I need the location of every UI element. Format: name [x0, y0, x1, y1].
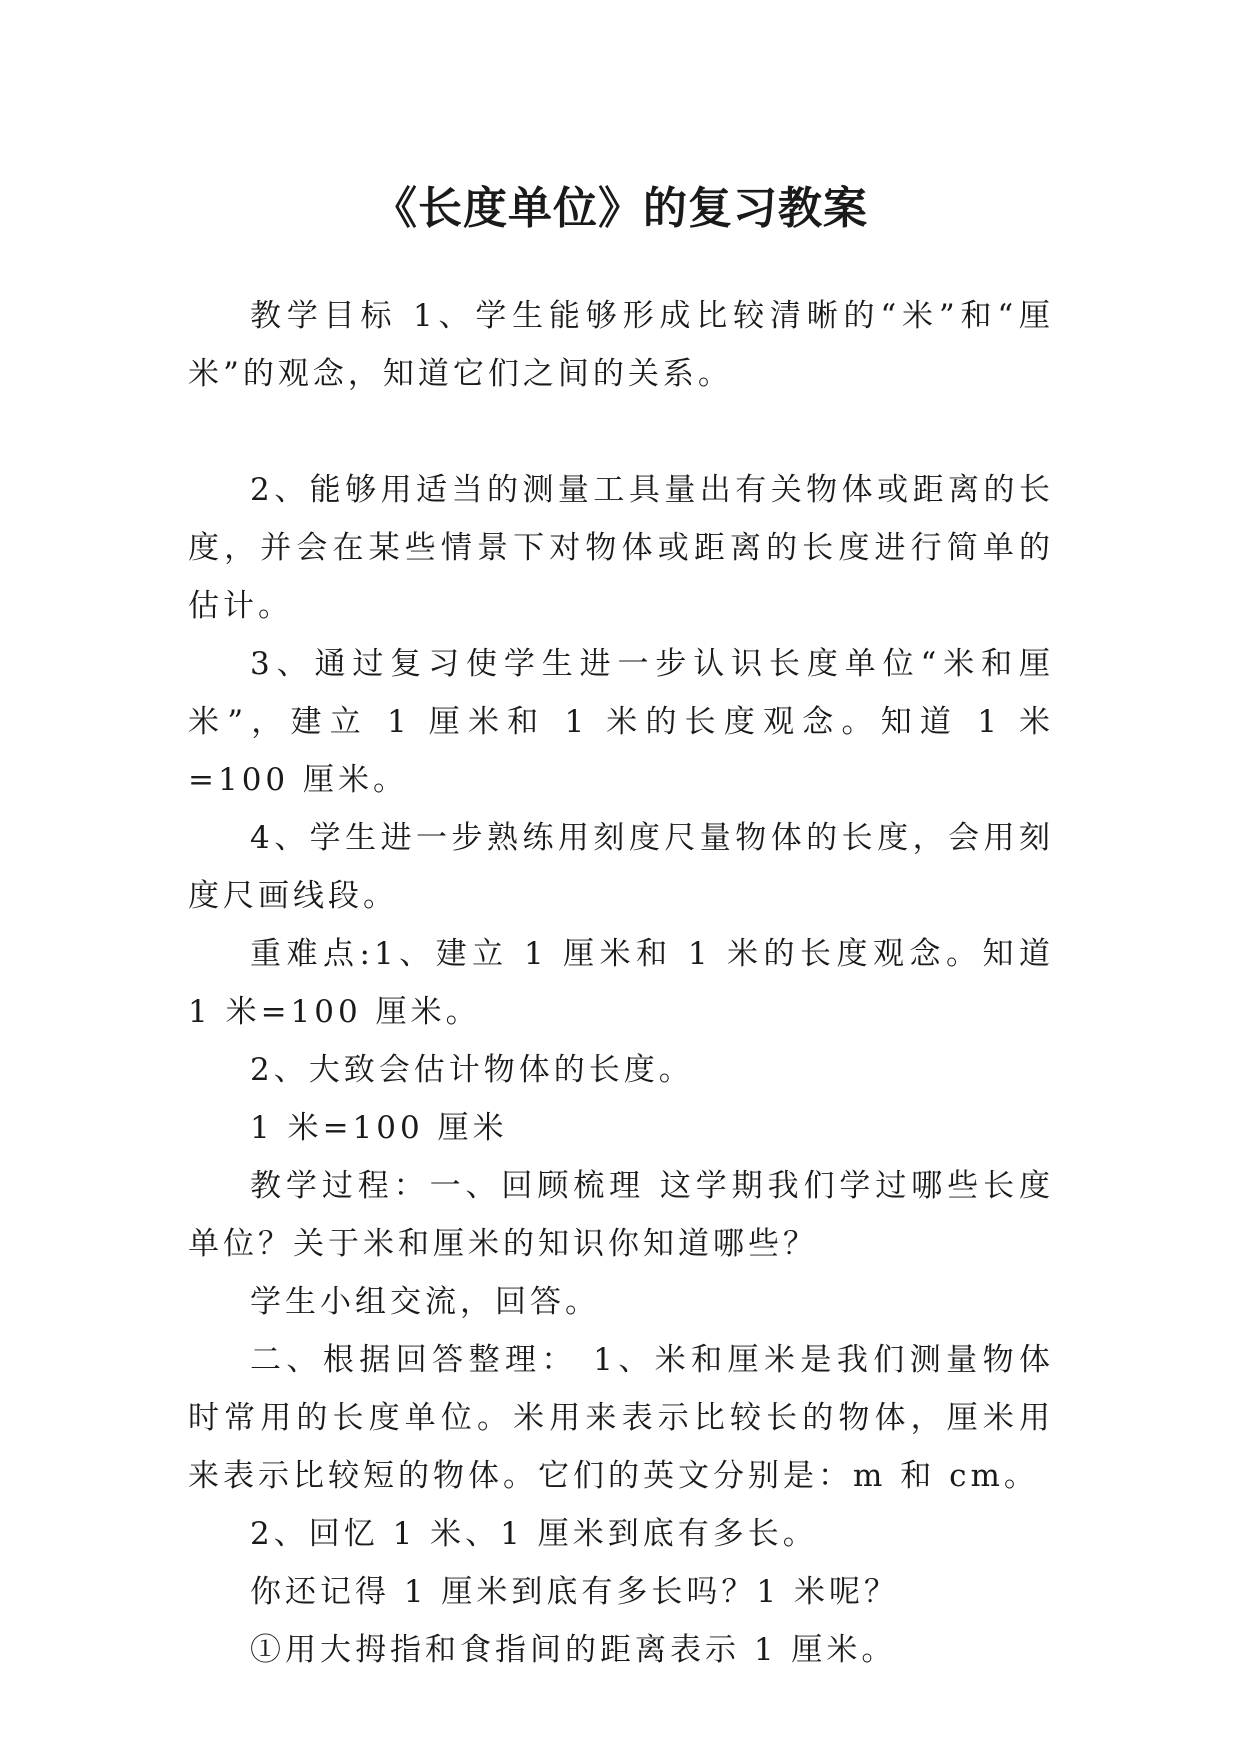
paragraph-objective-3: 3、通过复习使学生进一步认识长度单位“米和厘米”，建立 1 厘米和 1 米的长度观念。知道 1 米=100 厘米。	[188, 646, 1054, 798]
paragraph-objective-1: 教学目标 1、学生能够形成比较清晰的“米”和“厘米”的观念，知道它们之间的关系。	[188, 298, 1054, 392]
paragraph-key-points-2: 2、大致会估计物体的长度。	[250, 1052, 694, 1088]
paragraph-formula: 1 米=100 厘米	[250, 1110, 508, 1146]
paragraph-summary-1: 二、根据回答整理： 1、米和厘米是我们测量物体时常用的长度单位。米用来表示比较长的物体，厘米用来表示比较短的物体。它们的英文分别是：m 和 cm。	[188, 1342, 1054, 1494]
paragraph-summary-2: 2、回忆 1 米、1 厘米到底有多长。	[250, 1516, 818, 1552]
paragraph-question: 你还记得 1 厘米到底有多长吗？1 米呢？	[250, 1574, 900, 1610]
paragraph-key-points-1: 重难点:1、建立 1 厘米和 1 米的长度观念。知道 1 米=100 厘米。	[188, 936, 1054, 1030]
document-body	[188, 287, 1054, 1679]
paragraph-finger-demo: ①用大拇指和食指间的距离表示 1 厘米。	[250, 1632, 897, 1668]
document-title: 《长度单位》的复习教案	[373, 183, 868, 235]
paragraph-objective-4: 4、学生进一步熟练用刻度尺量物体的长度，会用刻度尺画线段。	[188, 820, 1054, 914]
paragraph-group-discussion: 学生小组交流，回答。	[250, 1284, 600, 1320]
paragraph-objective-2: 2、能够用适当的测量工具量出有关物体或距离的长度，并会在某些情景下对物体或距离的长度进行简单的估计。	[188, 472, 1054, 624]
paragraph-process-review: 教学过程：一、回顾梳理 这学期我们学过哪些长度单位？关于米和厘米的知识你知道哪些？	[188, 1168, 1054, 1262]
